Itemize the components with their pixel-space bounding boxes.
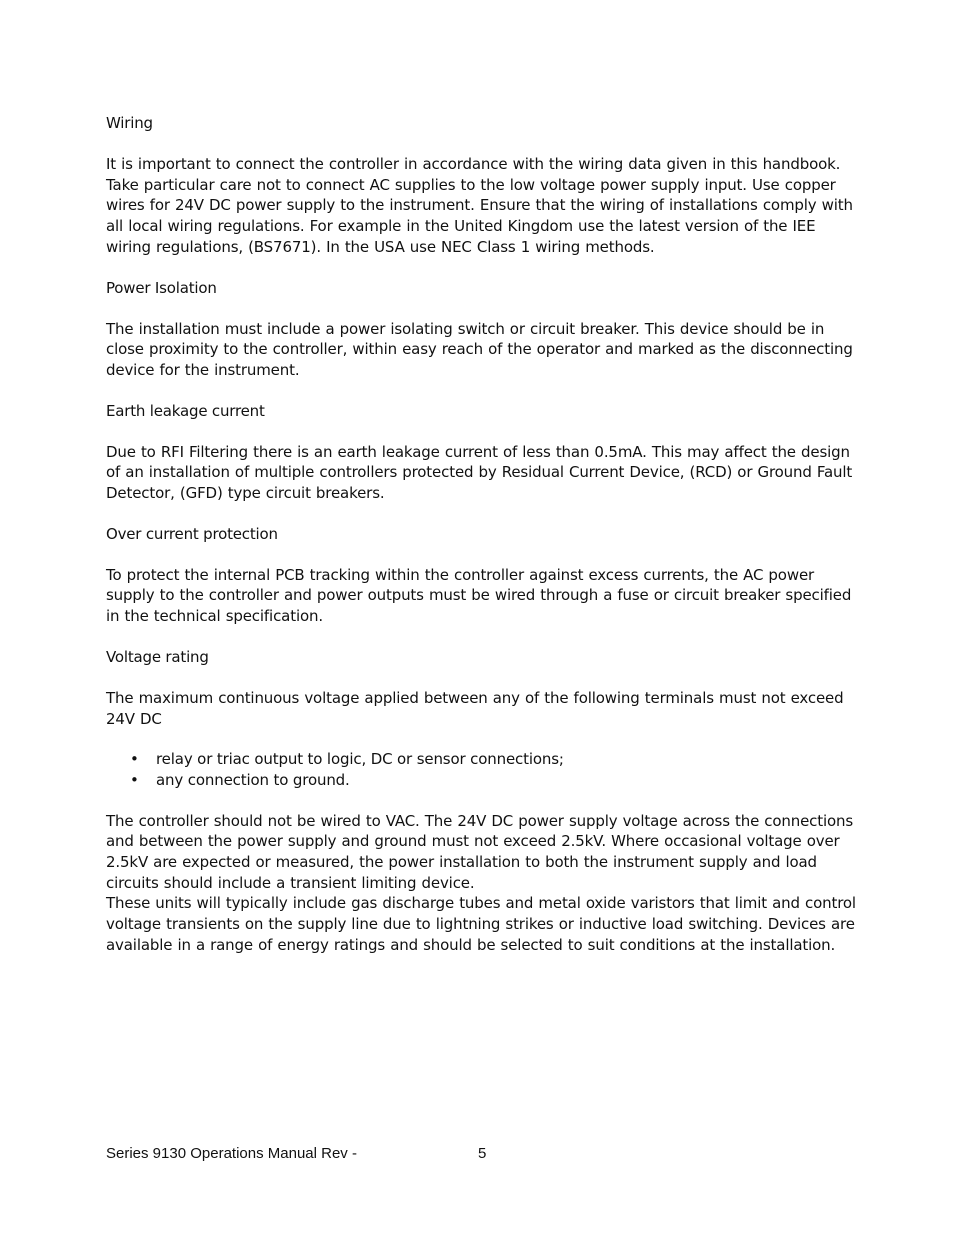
over-current-paragraph: To protect the internal PCB tracking within the controller against excess currents, the AC power supply to the controller and power outputs must be wired through a fuse or circuit breaker specified in the technical specification. — [106, 565, 852, 626]
list-item — [106, 749, 856, 770]
list-item-text: relay or triac output to logic, DC or sensor connections; — [156, 750, 564, 769]
bullet-icon: • — [130, 750, 139, 769]
section-heading-power-isolation: Power Isolation — [106, 278, 217, 297]
document-body — [106, 113, 856, 976]
wiring-paragraph: It is important to connect the controller in accordance with the wiring data given in this handbook. Take particular care not to connect AC supplies to the low voltage power supply input. Use copper wires for 24V DC power supply to the instrument. Ensure that the wiring of installations comply with all local wiring regulations. For example in the United Kingdom use the latest version of the IEE wiring regulations, (BS7671). In the USA use NEC Class 1 wiring methods. — [106, 155, 853, 256]
page-footer-text: Series 9130 Operations Manual Rev - — [106, 1145, 357, 1162]
list-item-text: any connection to ground. — [156, 770, 350, 789]
section-heading-voltage-rating: Voltage rating — [106, 647, 209, 666]
voltage-rating-intro: The maximum continuous voltage applied between any of the following terminals must not exceed 24V DC — [106, 688, 844, 728]
bullet-icon: • — [130, 770, 139, 789]
transient-devices-paragraph: These units will typically include gas discharge tubes and metal oxide varistors that limit and control voltage transients on the supply line due to lightning strikes or inductive load switching. Devices are available in a range of energy ratings and should be selected to suit conditions at the installation. — [106, 894, 856, 954]
power-isolation-paragraph: The installation must include a power isolating switch or circuit breaker. This device should be in close proximity to the controller, within easy reach of the operator and marked as the disconnecting device for the instrument. — [106, 319, 853, 379]
section-heading-wiring: Wiring — [106, 114, 153, 132]
earth-leakage-paragraph: Due to RFI Filtering there is an earth leakage current of less than 0.5mA. This may affect the design of an installation of multiple controllers protected by Residual Current Device, (RCD) or Ground Fault Detector, (GFD) type circuit breakers. — [106, 442, 853, 503]
page-number: 5 — [478, 1145, 487, 1162]
voltage-rating-paragraph: The controller should not be wired to VAC. The 24V DC power supply voltage across the connections and between the power supply and ground must not exceed 2.5kV. Where occasional voltage over 2.5kV are expected or measured, the power installation to both the instrument supply and load circuits should include a transient limiting device. — [106, 811, 854, 892]
section-heading-over-current: Over current protection — [106, 524, 278, 543]
list-item — [106, 770, 856, 791]
section-heading-earth-leakage: Earth leakage current — [106, 401, 265, 420]
voltage-rating-bullet-list — [106, 749, 856, 790]
